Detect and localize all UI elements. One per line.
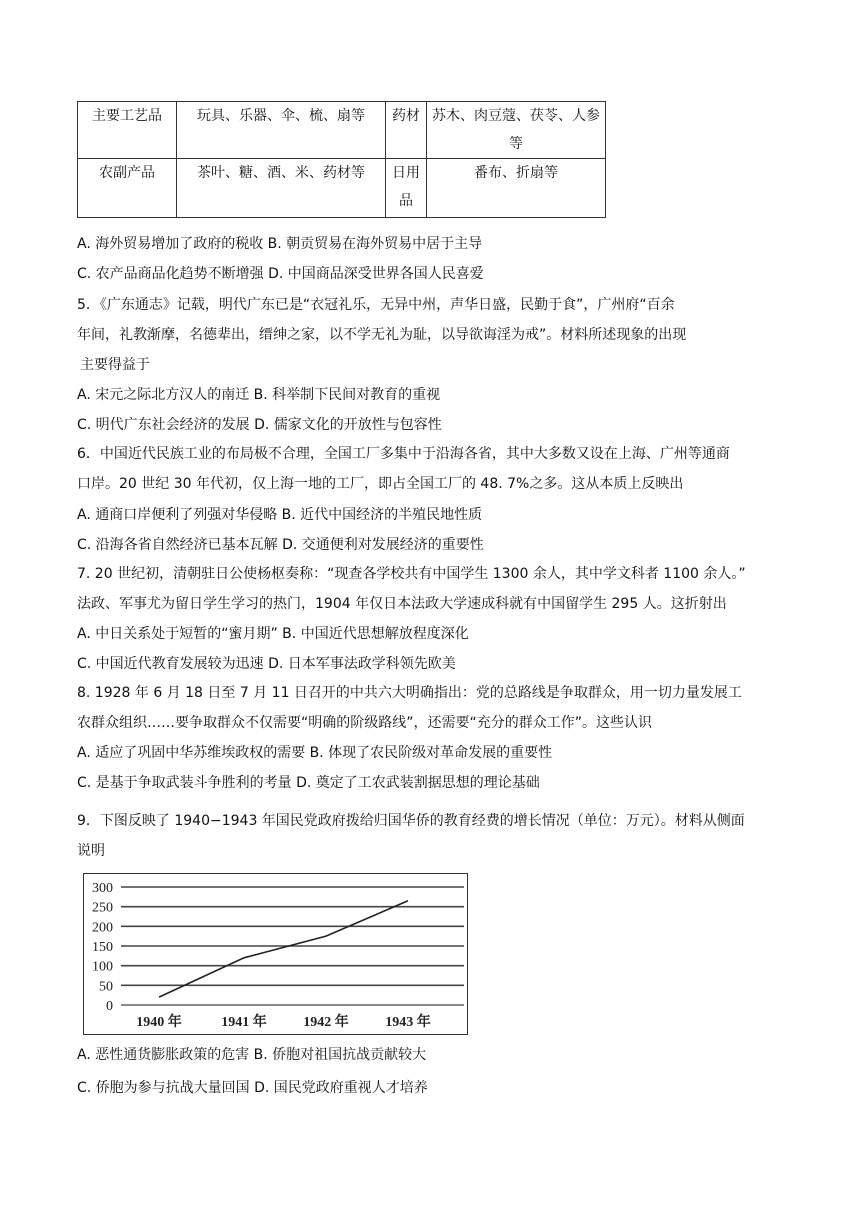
y-tick-label: 300: [92, 881, 113, 896]
question-text: 法政、军事尤为留日学生学习的热门，1904 年仅日本法政大学速成科就有中国留学生 295 人。这折射出: [77, 596, 727, 612]
option-line: C. 中国近代教育发展较为迅速 D. 日本军事法政学科领先欧美: [77, 656, 456, 672]
y-tick-label: 0: [106, 999, 113, 1014]
y-tick-label: 100: [92, 959, 113, 975]
option-line: C. 农产品商品化趋势不断增强 D. 中国商品深受世界各国人民喜爱: [77, 266, 484, 282]
question-text: 农群众组织……要争取群众不仅需要“明确的阶级路线”，还需要“充分的群众工作”。这些认识: [77, 715, 653, 731]
x-tick-label: 1942 年: [303, 1015, 349, 1030]
option-line: A. 适应了巩固中华苏维埃政权的需要 B. 体现了农民阶级对革命发展的重要性: [77, 745, 553, 761]
option-line: C. 侨胞为参与抗战大量回国 D. 国民党政府重视人才培养: [77, 1080, 428, 1096]
question-text: 9．下图反映了 1940−1943 年国民党政府拨给归国华侨的教育经费的增长情况（单位：万元）。材料从侧面: [77, 813, 745, 829]
chart-svg: [84, 874, 467, 1034]
option-line: C. 明代广东社会经济的发展 D. 儒家文化的开放性与包容性: [77, 417, 442, 433]
table-cell: 日用品: [386, 159, 427, 218]
table-cell: 主要工艺品: [78, 102, 177, 159]
option-line: A. 海外贸易增加了政府的税收 B. 朝贡贸易在海外贸易中居于主导: [77, 236, 483, 252]
table-row: [78, 159, 606, 218]
table-cell: 农副产品: [78, 159, 177, 218]
question-text: 6．中国近代民族工业的布局极不合理，全国工厂多集中于沿海各省，其中大多数又设在上海、广州等通商: [77, 446, 730, 462]
table-cell: 药材: [386, 102, 427, 159]
option-line: C. 是基于争取武装斗争胜利的考量 D. 奠定了工农武装割据思想的理论基础: [77, 775, 540, 791]
option-line: A. 中日关系处于短暂的“蜜月期” B. 中国近代思想解放程度深化: [77, 626, 469, 642]
trade-goods-table: [77, 101, 606, 218]
series-line: [159, 901, 408, 997]
question-text: 说明: [77, 843, 105, 859]
x-tick-label: 1943 年: [385, 1015, 431, 1030]
table-cell: 苏木、肉豆蔻、茯苓、人参等: [427, 102, 606, 159]
table-row: [78, 102, 606, 159]
table-cell: 茶叶、糖、酒、米、药材等: [177, 159, 386, 218]
education-funding-chart: [83, 873, 468, 1035]
option-line: A. 宋元之际北方汉人的南迁 B. 科举制下民间对教育的重视: [77, 387, 441, 403]
question-text: 5．《广东通志》记载，明代广东已是“衣冠礼乐，无异中州，声华日盛，民勤于食”，广州府“百余: [77, 297, 675, 313]
question-text: 8. 1928 年 6 月 18 日至 7 月 11 日召开的中共六大明确指出：党的总路线是争取群众，用一切力量发展工: [77, 685, 742, 701]
question-text: 年间，礼教渐摩，名德辈出，缙绅之家，以不学无礼为耻，以导欲诲淫为戒”。材料所述现象的出现: [77, 327, 687, 343]
table-cell: 番布、折扇等: [427, 159, 606, 218]
option-line: A. 恶性通货膨胀政策的危害 B. 侨胞对祖国抗战贡献较大: [77, 1047, 427, 1063]
y-tick-label: 250: [92, 900, 113, 916]
option-line: A. 通商口岸便利了列强对华侵略 B. 近代中国经济的半殖民地性质: [77, 507, 483, 523]
y-tick-label: 150: [92, 940, 113, 955]
question-text: 7. 20 世纪初，清朝驻日公使杨枢奏称：“现查各学校共有中国学生 1300 余人，其中学文科者 1100 余人。”: [77, 566, 746, 582]
x-tick-label: 1940 年: [136, 1015, 182, 1030]
table-cell: 玩具、乐器、伞、梳、扇等: [177, 102, 386, 159]
question-text: 主要得益于: [80, 357, 150, 373]
question-text: 口岸。20 世纪 30 年代初，仅上海一地的工厂，即占全国工厂的 48. 7%之多。这从本质上反映出: [77, 476, 684, 492]
x-tick-label: 1941 年: [221, 1015, 267, 1030]
y-tick-label: 50: [99, 979, 113, 995]
y-tick-label: 200: [92, 920, 113, 936]
option-line: C. 沿海各省自然经济已基本瓦解 D. 交通便利对发展经济的重要性: [77, 537, 484, 553]
